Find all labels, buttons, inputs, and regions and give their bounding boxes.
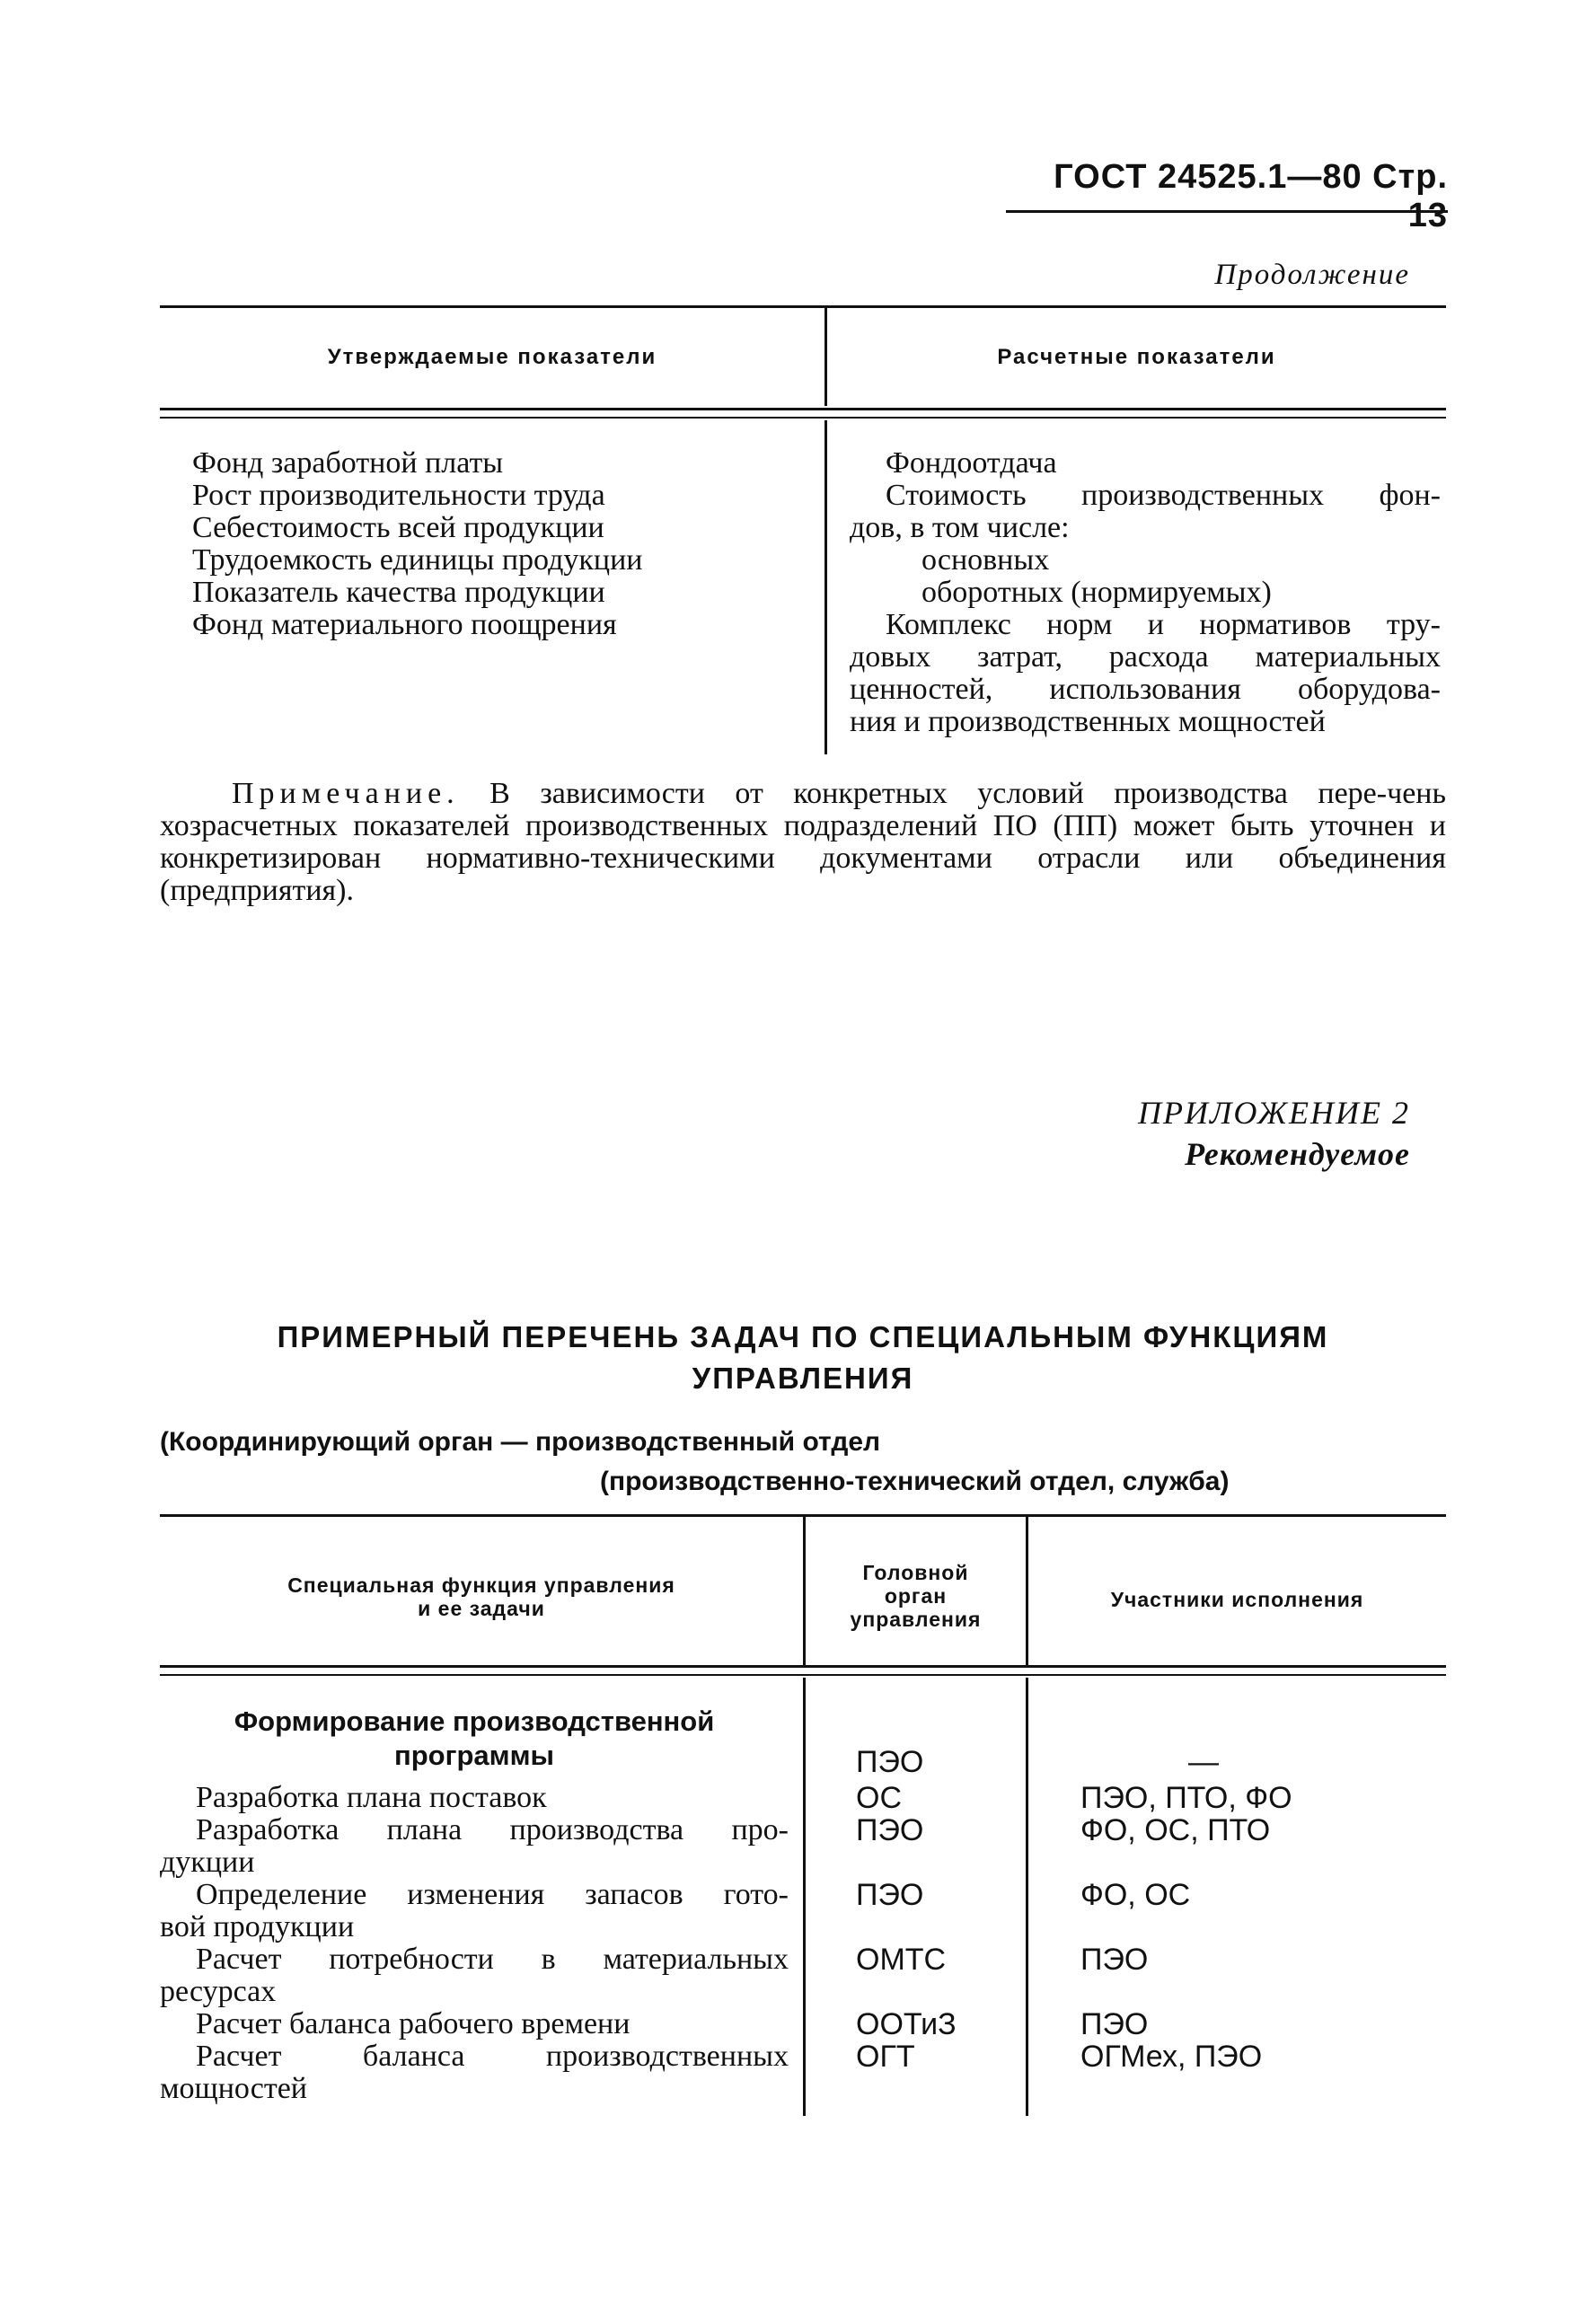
column-header-approved: Утверждаемые показатели [327, 345, 657, 369]
table-row [160, 2040, 1446, 2105]
column-divider [824, 420, 827, 754]
list-item: довых затрат, расхода материальных [850, 640, 1441, 674]
participants-cell: ПЭО [1080, 1943, 1149, 1977]
calculated-indicators-list [850, 447, 1441, 738]
coordinator-note [160, 1423, 1446, 1502]
tasks-table [160, 1514, 1446, 2116]
participants-cell: — [1188, 1745, 1219, 1779]
note-label: Примечание. [232, 777, 460, 810]
task-line: дукции [160, 1846, 255, 1879]
list-item: Стоимость производственных фон- [886, 479, 1441, 512]
note-text: В зависимости от конкретных условий производства пере-чень хозрасчетных показателей производственных подразделений ПО (ПП) может быть уточнен и конкретизирован нормативно-техническими документами отрасли или объединения (предприятия). [160, 777, 1446, 907]
task-cell [160, 2008, 789, 2040]
appendix-heading [988, 1092, 1410, 1175]
header-line: и ее задачи [418, 1597, 545, 1620]
task-line: Расчет баланса производственных [196, 2040, 789, 2073]
header-line: управления [850, 1608, 982, 1631]
indicators-table [160, 305, 1446, 754]
page-header: ГОСТ 24525.1—80 Стр. 13 [1054, 158, 1448, 234]
coordinator-line: (Координирующий орган — производственный отдел [160, 1427, 881, 1457]
table-note [160, 778, 1446, 907]
list-item: Себестоимость всей продукции [192, 511, 604, 544]
table-row [160, 1943, 1446, 2008]
list-item: Трудоемкость единицы продукции [192, 543, 643, 577]
task-cell [160, 1879, 789, 1943]
column-header-function [160, 1573, 803, 1620]
head-body-cell: ПЭО [856, 1878, 924, 1912]
task-line: мощностей [160, 2072, 307, 2105]
head-body-cell: ООТиЗ [856, 2007, 957, 2041]
table-rule [160, 1665, 1446, 1668]
head-body-cell: ПЭО [856, 1745, 924, 1779]
task-line: Расчет потребности в материальных [196, 1943, 789, 1976]
participants-cell: ФО, ОС, ПТО [1080, 1813, 1271, 1847]
table-row [160, 1782, 1446, 1814]
task-cell [160, 1943, 789, 2008]
table-row [160, 2008, 1446, 2040]
list-item: Фондоотдача [886, 446, 1057, 480]
table-rule [160, 305, 1446, 308]
participants-cell: ФО, ОС [1080, 1878, 1191, 1912]
list-item: основных [921, 543, 1050, 577]
list-item: Комплекс норм и нормативов тру- [886, 608, 1441, 641]
approved-indicators-list [192, 447, 812, 641]
head-body-cell: ОМТС [856, 1943, 947, 1977]
table-rule [160, 408, 1446, 410]
section-title [160, 1317, 1446, 1399]
table-row [160, 1879, 1446, 1943]
header-rule [1006, 210, 1448, 213]
list-item: Рост производительности труда [192, 479, 605, 512]
list-item: Показатель качества продукции [192, 576, 605, 609]
task-line: Разработка плана производства про- [196, 1813, 789, 1846]
coordinator-line: (производственно-технический отдел, служба) [600, 1467, 1230, 1496]
group-title [160, 1705, 789, 1773]
header-line: Головной [862, 1561, 969, 1584]
list-item: ния и производственных мощностей [850, 705, 1326, 738]
task-line: вой продукции [160, 1910, 355, 1943]
header-line: орган [884, 1584, 948, 1608]
group-title-line: Формирование производственной [234, 1705, 715, 1737]
head-body-cell: ОС [856, 1781, 902, 1815]
column-header-participants: Участники исполнения [1110, 1588, 1364, 1611]
header-line: Специальная функция управления [287, 1573, 675, 1597]
participants-cell: ОГМех, ПЭО [1080, 2040, 1263, 2074]
head-body-cell: ПЭО [856, 1813, 924, 1847]
list-item: ценностей, использования оборудова- [850, 673, 1441, 706]
group-title-line: программы [393, 1740, 555, 1771]
column-header-head-body [806, 1561, 1026, 1631]
task-cell [160, 1782, 789, 1814]
table-body [160, 1705, 1446, 2105]
task-line: ресурсах [160, 1975, 277, 2008]
participants-cell: ПЭО [1080, 2007, 1149, 2041]
table-row [160, 1814, 1446, 1879]
section-title-line: ПРИМЕРНЫЙ ПЕРЕЧЕНЬ ЗАДАЧ ПО СПЕЦИАЛЬНЫМ ФУНКЦИЯМ [277, 1320, 1329, 1353]
head-body-cell: ОГТ [856, 2040, 915, 2074]
column-header-calculated: Расчетные показатели [997, 345, 1276, 369]
table-rule [160, 1674, 1446, 1676]
appendix-subtitle: Рекомендуемое [1185, 1136, 1410, 1172]
list-item: оборотных (нормируемых) [921, 576, 1272, 609]
task-cell [160, 1814, 789, 1879]
list-item: дов, в том числе: [850, 511, 1070, 544]
task-cell [160, 2040, 789, 2105]
list-item: Фонд заработной платы [192, 446, 504, 480]
section-title-line: УПРАВЛЕНИЯ [692, 1362, 914, 1395]
appendix-title: ПРИЛОЖЕНИЕ 2 [1138, 1095, 1410, 1131]
group-row [160, 1705, 1446, 1782]
continuation-label: Продолжение [1214, 259, 1410, 291]
list-item: Фонд материального поощрения [192, 608, 617, 641]
task-line: Разработка плана поставок [196, 1781, 547, 1814]
task-line: Определение изменения запасов гото- [196, 1878, 789, 1911]
task-line: Расчет баланса рабочего времени [196, 2007, 630, 2040]
table-rule [160, 417, 1446, 419]
participants-cell: ПЭО, ПТО, ФО [1080, 1781, 1292, 1815]
